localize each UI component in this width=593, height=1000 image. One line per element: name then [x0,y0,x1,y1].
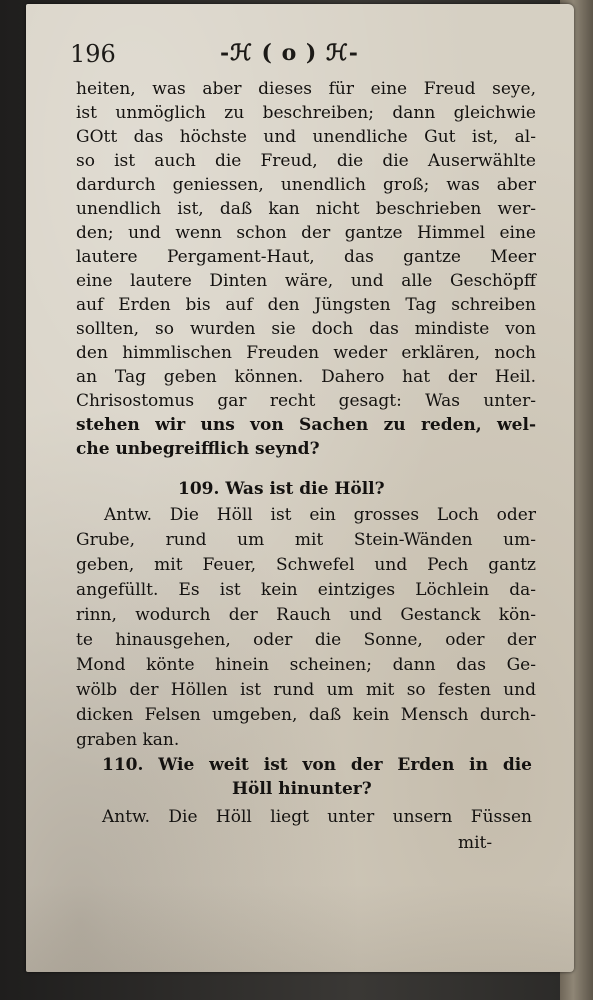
question-heading-110: 110. Wie weit ist von der Erden in die [102,755,532,775]
text-line: dicken Felsen umgeben, daß kein Mensch durch- [76,705,536,725]
text-line: Grube, rund um mit Stein-Wänden um- [76,530,536,550]
question-heading-110-cont: Höll hinunter? [232,779,372,799]
text-line: stehen wir uns von Sachen zu reden, wel- [76,415,536,435]
text-line: sollten, so wurden sie doch das mindiste von [76,319,536,339]
text-line: an Tag geben können. Dahero hat der Heil. [76,367,536,387]
text-line: so ist auch die Freud, die die Auserwählte [76,151,536,171]
catchword: mit- [458,833,493,853]
text-line: wölb der Höllen ist rund um mit so festen und [76,680,536,700]
text-line: GOtt das höchste und unendliche Gut ist, al- [76,127,536,147]
text-line: den himmlischen Freuden weder erklären, noch [76,343,536,363]
text-line: auf Erden bis auf den Jüngsten Tag schreiben [76,295,536,315]
page-shadow [26,884,574,972]
text-line: che unbegreifflich seynd? [76,439,320,459]
text-line: Antw. Die Höll ist ein grosses Loch oder [104,505,536,525]
text-line: lautere Pergament-Haut, das gantze Meer [76,247,536,267]
text-line: te hinausgehen, oder die Sonne, oder der [76,630,536,650]
text-line: geben, mit Feuer, Schwefel und Pech gantz [76,555,536,575]
text-line: dardurch geniessen, unendlich groß; was aber [76,175,536,195]
text-line: angefüllt. Es ist kein eintziges Löchlein da- [76,580,536,600]
page-header [70,40,540,74]
text-line: eine lautere Dinten wäre, und alle Geschöpff [76,271,536,291]
text-line: Antw. Die Höll liegt unter unsern Füssen [102,807,532,827]
text-line: heiten, was aber dieses für eine Freud seye, [76,79,536,99]
question-heading-109: 109. Was ist die Höll? [178,479,385,499]
text-line: unendlich ist, daß kan nicht beschrieben wer- [76,199,536,219]
page-number: 196 [70,40,116,68]
text-line: ist unmöglich zu beschreiben; dann gleichwie [76,103,536,123]
text-line: Mond könte hinein scheinen; dann das Ge- [76,655,536,675]
text-line: den; und wenn schon der gantze Himmel eine [76,223,536,243]
text-line: graben kan. [76,730,180,750]
text-line: rinn, wodurch der Rauch und Gestanck kön- [76,605,536,625]
header-ornament: -ℋ ( o ) ℋ- [220,40,359,66]
text-line: Chrisostomus gar recht gesagt: Was unter- [76,391,536,411]
